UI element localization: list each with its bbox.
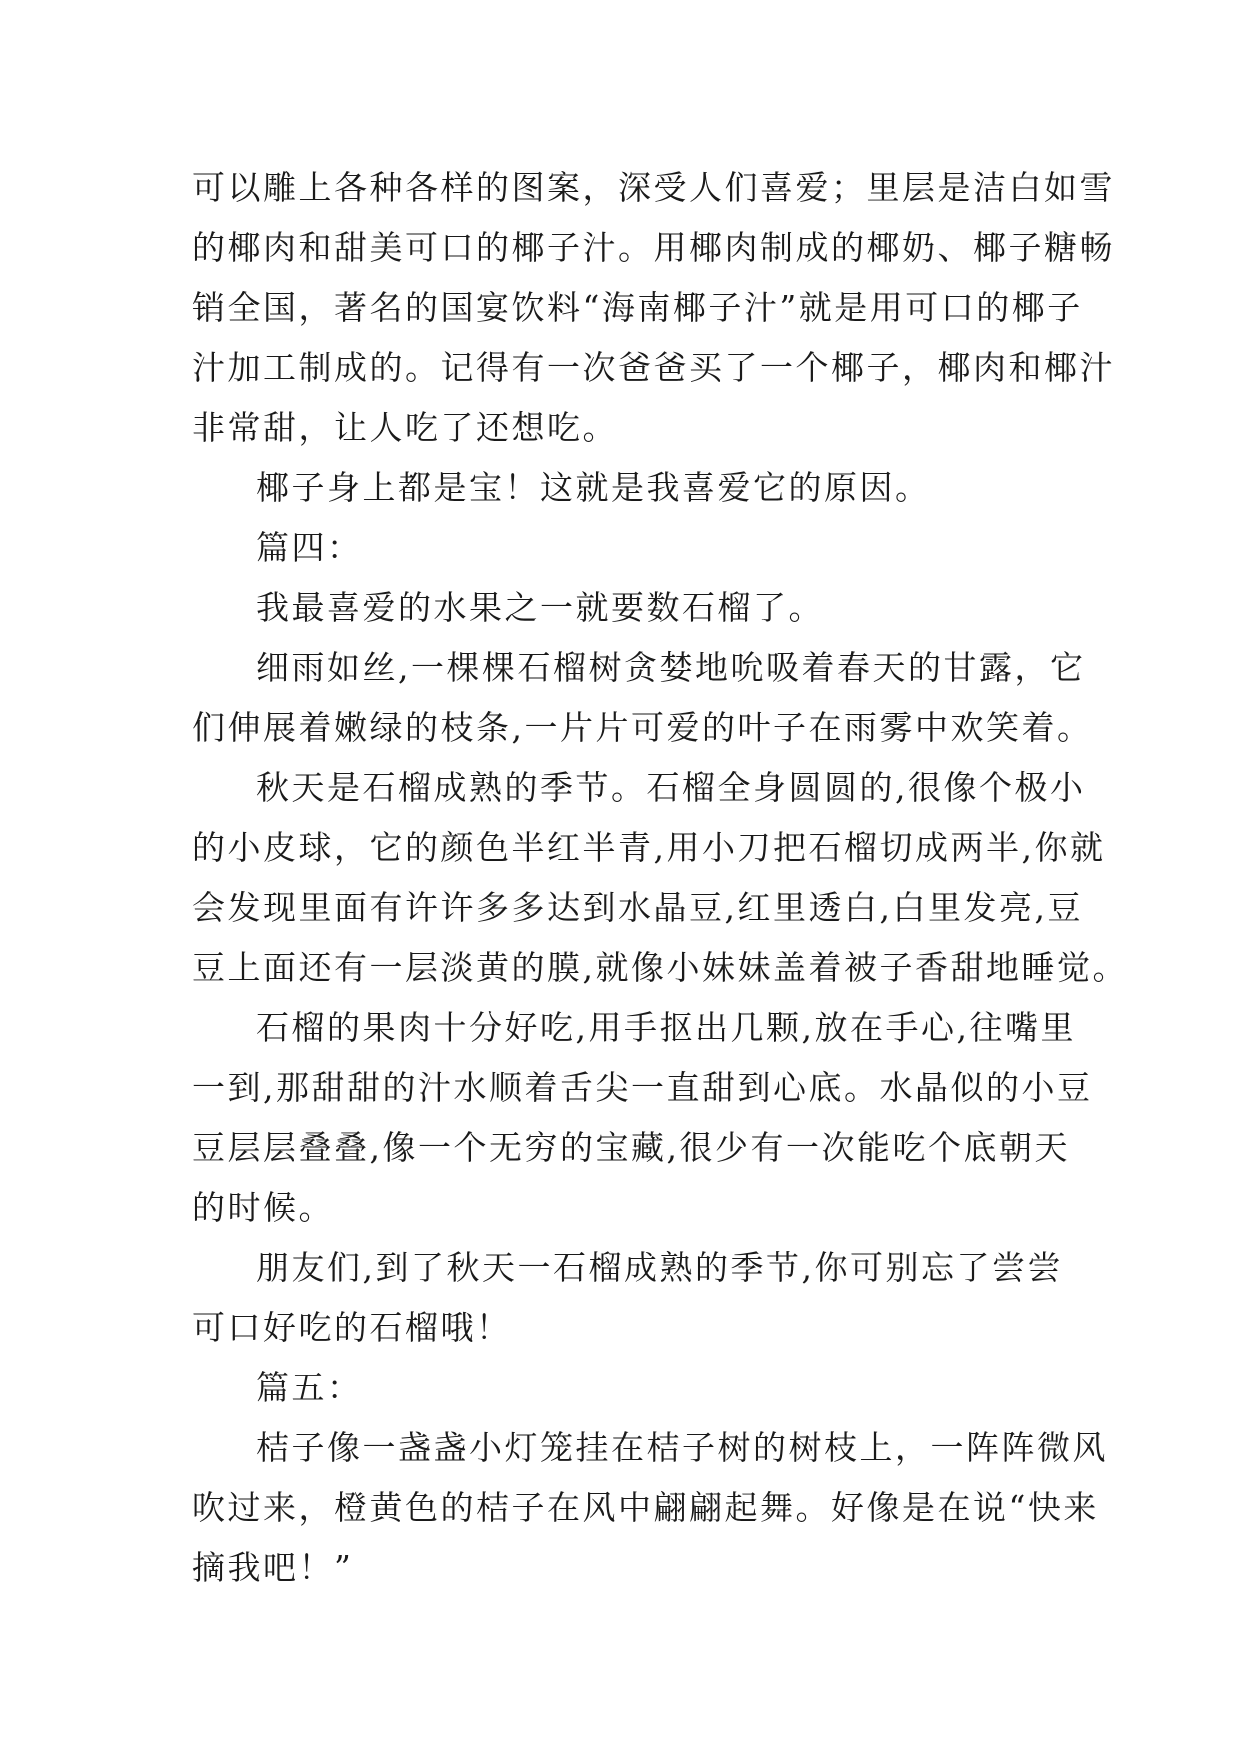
paragraph-line: 秋天是石榴成熟的季节。石榴全身圆圆的,很像个极小	[256, 768, 1086, 807]
text-line: 可以雕上各种各样的图案，深受人们喜爱；里层是洁白如雪	[192, 168, 1115, 207]
paragraph-line: 细雨如丝,一棵棵石榴树贪婪地吮吸着春天的甘露，它	[256, 648, 1086, 687]
section-heading: 篇五：	[256, 1368, 363, 1407]
text-line: 豆层层叠叠,像一个无穷的宝藏,很少有一次能吃个底朝天	[192, 1128, 1070, 1167]
text-line: 销全国，著名的国宴饮料“海南椰子汁”就是用可口的椰子	[192, 288, 1083, 327]
text-line: 一到,那甜甜的汁水顺着舌尖一直甜到心底。水晶似的小豆	[192, 1068, 1093, 1107]
section-heading: 篇四：	[256, 528, 363, 567]
paragraph-line: 桔子像一盏盏小灯笼挂在桔子树的树枝上，一阵阵微风	[256, 1428, 1108, 1467]
paragraph-line: 石榴的果肉十分好吃,用手抠出几颗,放在手心,往嘴里	[256, 1008, 1076, 1047]
text-line: 非常甜，让人吃了还想吃。	[192, 408, 618, 447]
text-line: 摘我吧！”	[192, 1548, 354, 1587]
text-line: 们伸展着嫩绿的枝条,一片片可爱的叶子在雨雾中欢笑着。	[192, 708, 1093, 747]
text-line: 的小皮球，它的颜色半红半青,用小刀把石榴切成两半,你就	[192, 828, 1106, 867]
text-line: 的时候。	[192, 1188, 334, 1227]
text-line: 汁加工制成的。记得有一次爸爸买了一个椰子，椰肉和椰汁	[192, 348, 1115, 387]
text-line: 的椰肉和甜美可口的椰子汁。用椰肉制成的椰奶、椰子糖畅	[192, 228, 1115, 267]
paragraph-line: 我最喜爱的水果之一就要数石榴了。	[256, 588, 824, 627]
text-line: 会发现里面有许许多多达到水晶豆,红里透白,白里发亮,豆	[192, 888, 1083, 927]
paragraph-line: 椰子身上都是宝！这就是我喜爱它的原因。	[256, 468, 931, 507]
document-body	[192, 158, 1128, 1598]
paragraph-line: 朋友们,到了秋天一石榴成熟的季节,你可别忘了尝尝	[256, 1248, 1063, 1287]
text-line: 豆上面还有一层淡黄的膜,就像小妹妹盖着被子香甜地睡觉。	[192, 948, 1128, 987]
text-line: 吹过来，橙黄色的桔子在风中翩翩起舞。好像是在说“快来	[192, 1488, 1099, 1527]
text-line: 可口好吃的石榴哦！	[192, 1308, 512, 1347]
